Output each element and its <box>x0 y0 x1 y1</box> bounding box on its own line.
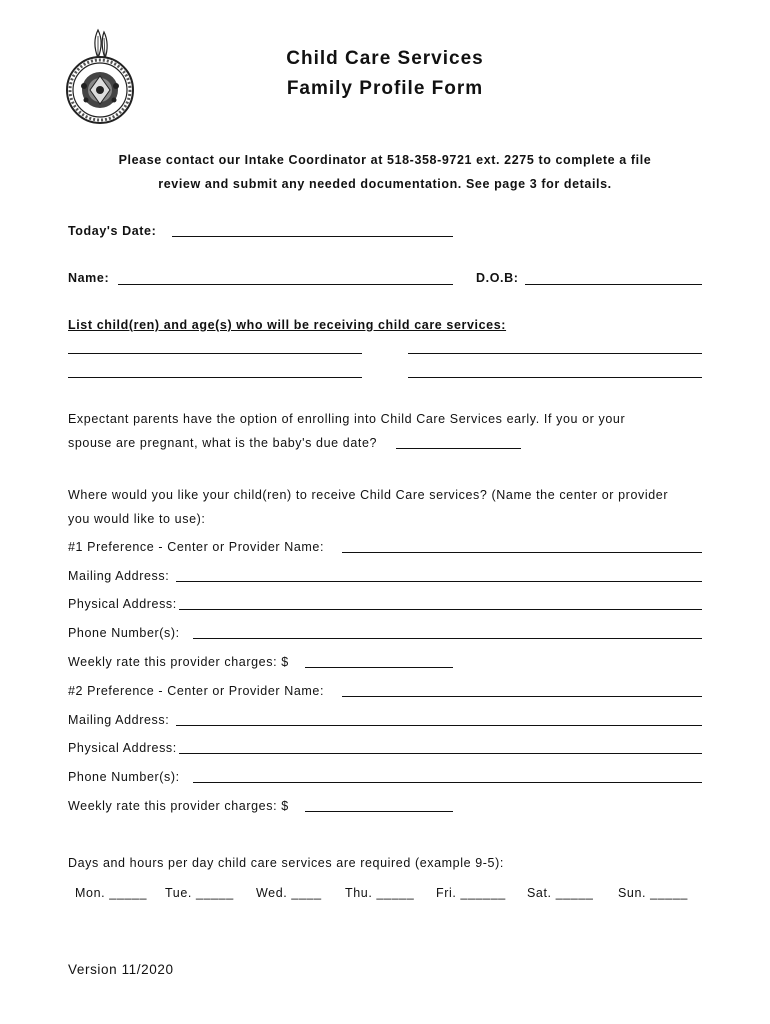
tribal-seal-icon <box>60 28 140 124</box>
pref1-label: #1 Preference - Center or Provider Name: <box>68 540 325 554</box>
pref1-name-field[interactable] <box>342 552 702 553</box>
intro-line-2: review and submit any needed documentation. See page 3 for details. <box>158 177 612 191</box>
day-thu[interactable]: Thu. _____ <box>345 886 415 900</box>
pref2-phone-label: Phone Number(s): <box>68 770 180 784</box>
todays-date-label: Today's Date: <box>68 224 157 238</box>
pref2-physical-label: Physical Address: <box>68 741 177 755</box>
day-fri[interactable]: Fri. ______ <box>436 886 506 900</box>
child-field-3[interactable] <box>68 377 362 378</box>
page-subtitle: Family Profile Form <box>286 78 484 99</box>
pref2-physical-field[interactable] <box>179 753 702 754</box>
pref1-phone-field[interactable] <box>193 638 702 639</box>
dob-field[interactable] <box>525 284 702 285</box>
pref1-mailing-field[interactable] <box>176 581 702 582</box>
pref2-mailing-field[interactable] <box>176 725 702 726</box>
day-sun[interactable]: Sun. _____ <box>618 886 688 900</box>
pref2-label: #2 Preference - Center or Provider Name: <box>68 684 325 698</box>
children-heading: List child(ren) and age(s) who will be receiving child care services: <box>68 318 507 332</box>
child-field-1[interactable] <box>68 353 362 354</box>
provider-question-line-1: Where would you like your child(ren) to receive Child Care services? (Name the center or provider <box>68 488 669 502</box>
provider-question-line-2: you would like to use): <box>68 512 206 526</box>
expectant-line-1: Expectant parents have the option of enrolling into Child Care Services early. If you or your <box>68 412 626 426</box>
pref2-weekly-field[interactable] <box>305 811 453 812</box>
schedule-prompt: Days and hours per day child care services are required (example 9-5): <box>68 856 504 870</box>
version-label: Version 11/2020 <box>68 962 174 977</box>
day-wed[interactable]: Wed. ____ <box>256 886 322 900</box>
pref2-weekly-label: Weekly rate this provider charges: $ <box>68 799 289 813</box>
pref1-mailing-label: Mailing Address: <box>68 569 170 583</box>
day-sat[interactable]: Sat. _____ <box>527 886 594 900</box>
day-mon[interactable]: Mon. _____ <box>75 886 148 900</box>
name-label: Name: <box>68 271 110 285</box>
pref1-physical-label: Physical Address: <box>68 597 177 611</box>
name-field[interactable] <box>118 284 453 285</box>
expectant-line-2: spouse are pregnant, what is the baby's due date? <box>68 436 378 450</box>
pref1-phone-label: Phone Number(s): <box>68 626 180 640</box>
pref1-weekly-label: Weekly rate this provider charges: $ <box>68 655 289 669</box>
day-tue[interactable]: Tue. _____ <box>165 886 234 900</box>
child-field-4[interactable] <box>408 377 702 378</box>
pref1-physical-field[interactable] <box>179 609 702 610</box>
page-title: Child Care Services <box>286 48 484 69</box>
todays-date-field[interactable] <box>172 236 453 237</box>
pref1-weekly-field[interactable] <box>305 667 453 668</box>
dob-label: D.O.B: <box>476 271 519 285</box>
pref2-phone-field[interactable] <box>193 782 702 783</box>
pref2-name-field[interactable] <box>342 696 702 697</box>
pref2-mailing-label: Mailing Address: <box>68 713 170 727</box>
due-date-field[interactable] <box>396 448 521 449</box>
intro-line-1: Please contact our Intake Coordinator at 518-358-9721 ext. 2275 to complete a file <box>118 153 652 167</box>
child-field-2[interactable] <box>408 353 702 354</box>
